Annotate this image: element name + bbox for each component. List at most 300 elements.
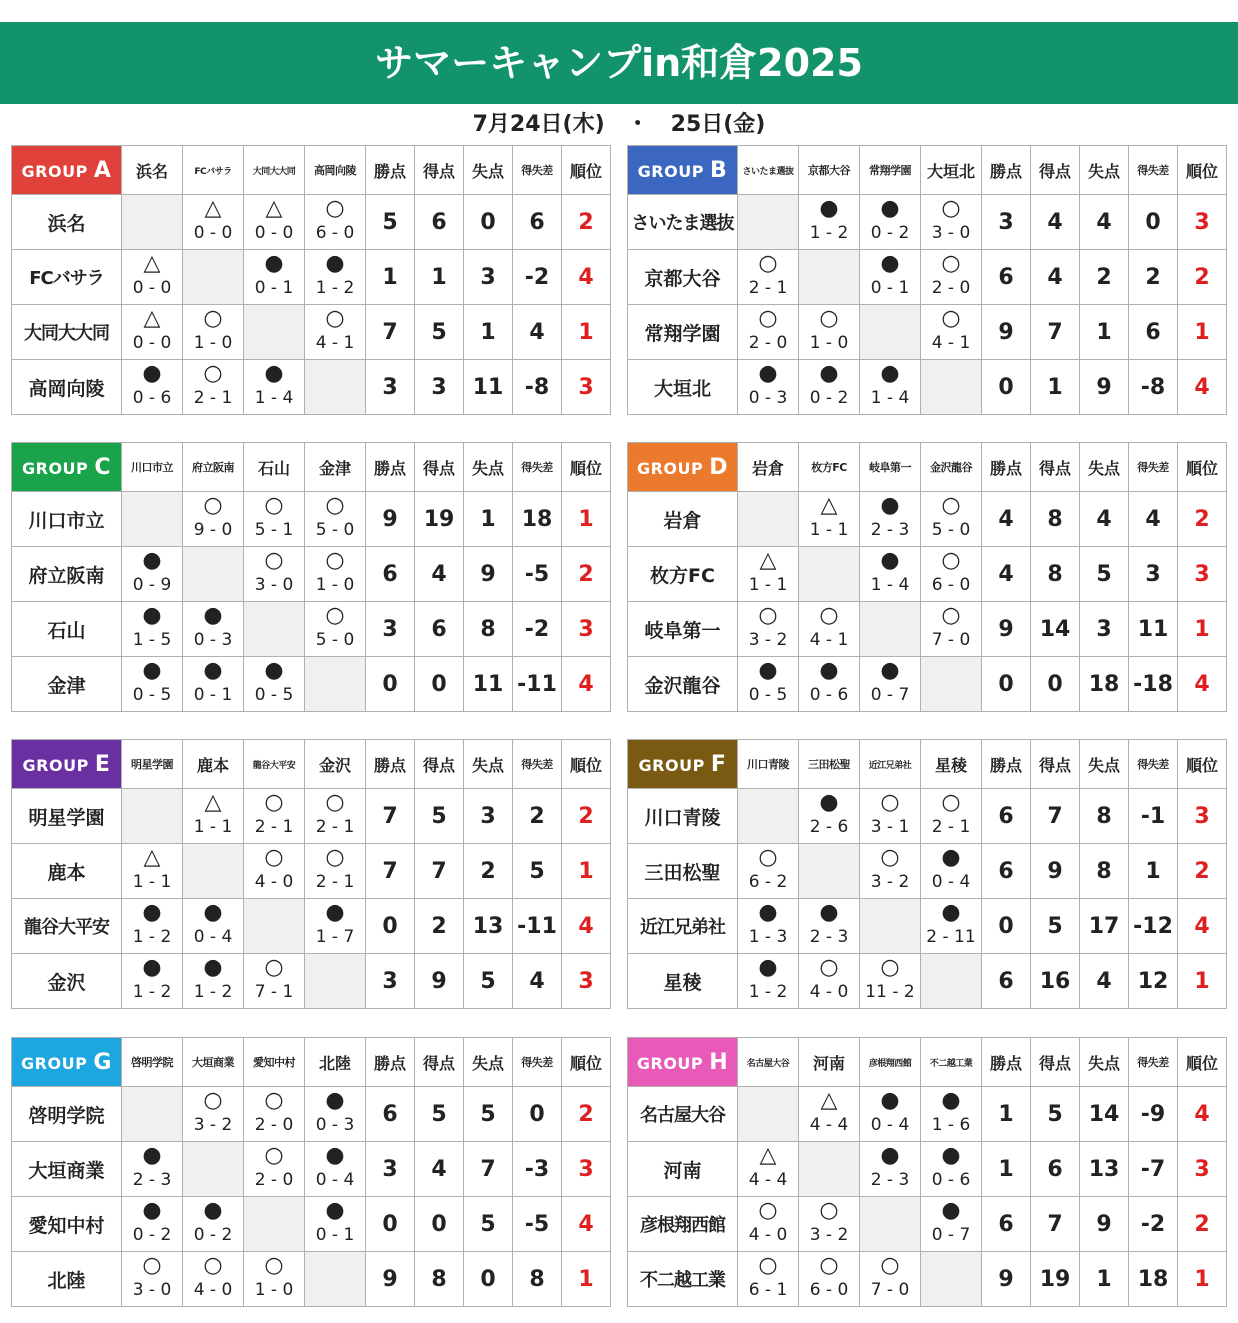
team-name: 河南 <box>628 1142 738 1197</box>
stat-header: 得点 <box>1031 443 1080 492</box>
stat-goal-difference: 4 <box>513 954 562 1009</box>
result-mark-icon: ○ <box>203 1253 223 1278</box>
match-score: 0 - 0 <box>132 333 172 353</box>
match-result-cell <box>244 492 305 547</box>
result-mark-icon: ○ <box>880 955 900 980</box>
match-score: 6 - 2 <box>748 872 788 892</box>
match-score: 1 - 2 <box>809 223 849 243</box>
match-result-cell <box>799 657 860 712</box>
team-name: 金沢 <box>12 954 122 1009</box>
team-name: 鹿本 <box>12 844 122 899</box>
match-result-cell <box>738 360 799 415</box>
match-score: 0 - 4 <box>193 927 233 947</box>
table-row <box>628 844 1227 899</box>
stat-goals-for: 4 <box>1031 250 1080 305</box>
table-row <box>12 954 611 1009</box>
match-result-cell <box>738 844 799 899</box>
match-result-cell <box>860 547 921 602</box>
stat-rank: 1 <box>562 305 611 360</box>
self-match-cell <box>860 305 921 360</box>
match-result-cell <box>860 492 921 547</box>
result-mark-icon: ● <box>941 1198 961 1223</box>
result-mark-icon: △ <box>143 306 161 331</box>
match-result-cell <box>122 360 183 415</box>
match-result-cell <box>799 492 860 547</box>
stat-goal-difference: 18 <box>1129 1252 1178 1307</box>
match-result-cell <box>860 195 921 250</box>
team-name: 岐阜第一 <box>628 602 738 657</box>
match-score: 4 - 0 <box>748 1225 788 1245</box>
stat-goals-for: 7 <box>1031 789 1080 844</box>
self-match-cell <box>244 899 305 954</box>
opponent-header: さいたま選抜 <box>738 146 799 195</box>
table-row <box>12 602 611 657</box>
stat-goals-against: 9 <box>1080 360 1129 415</box>
match-result-cell <box>921 305 982 360</box>
match-result-cell <box>738 1252 799 1307</box>
match-score: 5 - 1 <box>254 520 294 540</box>
group-letter: G <box>93 1049 112 1075</box>
opponent-header: 北陸 <box>305 1038 366 1087</box>
match-score: 0 - 2 <box>193 1225 233 1245</box>
result-mark-icon: ○ <box>758 1253 778 1278</box>
group-letter: A <box>93 157 112 183</box>
stat-rank: 3 <box>1178 195 1227 250</box>
table-row <box>628 1252 1227 1307</box>
stat-goals-for: 5 <box>415 305 464 360</box>
self-match-cell <box>799 250 860 305</box>
team-name: 岩倉 <box>628 492 738 547</box>
stat-goals-against: 1 <box>1080 1252 1129 1307</box>
match-score: 1 - 4 <box>254 388 294 408</box>
result-mark-icon: △ <box>820 1088 838 1113</box>
stat-goal-difference: -5 <box>513 547 562 602</box>
result-mark-icon: ● <box>880 493 900 518</box>
match-score: 5 - 0 <box>315 630 355 650</box>
match-score: 3 - 0 <box>254 575 294 595</box>
stat-rank: 3 <box>562 602 611 657</box>
result-mark-icon: ● <box>264 251 284 276</box>
group-label <box>628 146 738 195</box>
match-score: 1 - 5 <box>132 630 172 650</box>
self-match-cell <box>183 1142 244 1197</box>
stat-header: 勝点 <box>982 146 1031 195</box>
stat-goals-against: 3 <box>464 789 513 844</box>
opponent-header: 府立阪南 <box>183 443 244 492</box>
self-match-cell <box>921 657 982 712</box>
stat-points: 6 <box>982 954 1031 1009</box>
stat-header: 得失差 <box>1129 1038 1178 1087</box>
stat-goals-against: 9 <box>1080 1197 1129 1252</box>
stat-goals-against: 3 <box>1080 602 1129 657</box>
match-score: 0 - 1 <box>193 685 233 705</box>
stat-rank: 4 <box>1178 360 1227 415</box>
stat-header: 得点 <box>415 443 464 492</box>
self-match-cell <box>122 789 183 844</box>
stat-goal-difference: 3 <box>1129 547 1178 602</box>
stat-goals-against: 11 <box>464 657 513 712</box>
opponent-header: FCバサラ <box>183 146 244 195</box>
stat-goals-against: 17 <box>1080 899 1129 954</box>
match-result-cell <box>122 1252 183 1307</box>
group-prefix: GROUP <box>636 1053 704 1073</box>
group-table-h <box>627 1037 1227 1307</box>
stat-points: 7 <box>366 789 415 844</box>
stat-goals-for: 19 <box>415 492 464 547</box>
opponent-header: 明星学園 <box>122 740 183 789</box>
match-result-cell <box>799 305 860 360</box>
result-mark-icon: ● <box>880 251 900 276</box>
stat-points: 3 <box>366 954 415 1009</box>
stat-goal-difference: -12 <box>1129 899 1178 954</box>
stat-header: 失点 <box>464 740 513 789</box>
stat-rank: 1 <box>562 844 611 899</box>
self-match-cell <box>244 602 305 657</box>
stat-goal-difference: 0 <box>513 1087 562 1142</box>
table-row <box>12 844 611 899</box>
stat-rank: 2 <box>1178 844 1227 899</box>
result-mark-icon: ○ <box>325 845 345 870</box>
stat-goals-for: 9 <box>1031 844 1080 899</box>
match-score: 0 - 1 <box>254 278 294 298</box>
stat-goals-against: 8 <box>1080 789 1129 844</box>
result-mark-icon: ● <box>880 548 900 573</box>
result-mark-icon: ● <box>880 361 900 386</box>
group-table-b <box>627 145 1227 415</box>
stat-points: 5 <box>366 195 415 250</box>
opponent-header: 常翔学園 <box>860 146 921 195</box>
result-mark-icon: ● <box>880 196 900 221</box>
match-result-cell <box>921 899 982 954</box>
match-score: 0 - 0 <box>132 278 172 298</box>
match-result-cell <box>799 602 860 657</box>
stat-rank: 1 <box>1178 954 1227 1009</box>
result-mark-icon: ○ <box>880 845 900 870</box>
stat-points: 6 <box>982 844 1031 899</box>
stat-goal-difference: -8 <box>1129 360 1178 415</box>
team-name: 彦根翔西館 <box>628 1197 738 1252</box>
result-mark-icon: △ <box>265 196 283 221</box>
opponent-header: 大垣北 <box>921 146 982 195</box>
match-score: 1 - 4 <box>870 575 910 595</box>
table-row <box>628 1087 1227 1142</box>
table-row <box>628 602 1227 657</box>
group-prefix: GROUP <box>21 161 88 181</box>
stat-header: 得点 <box>415 1038 464 1087</box>
match-result-cell <box>921 492 982 547</box>
stat-points: 3 <box>366 602 415 657</box>
stat-rank: 1 <box>562 492 611 547</box>
match-result-cell <box>921 844 982 899</box>
match-result-cell <box>244 954 305 1009</box>
table-row <box>628 305 1227 360</box>
match-score: 1 - 2 <box>315 278 355 298</box>
match-score: 4 - 4 <box>809 1115 849 1135</box>
stat-goal-difference: -2 <box>1129 1197 1178 1252</box>
stat-goals-for: 2 <box>415 899 464 954</box>
match-result-cell <box>122 602 183 657</box>
match-result-cell <box>860 1252 921 1307</box>
team-name: 枚方FC <box>628 547 738 602</box>
match-result-cell <box>921 250 982 305</box>
stat-goal-difference: 5 <box>513 844 562 899</box>
group-prefix: GROUP <box>21 1053 88 1073</box>
match-score: 4 - 1 <box>315 333 355 353</box>
stat-goals-for: 6 <box>1031 1142 1080 1197</box>
result-mark-icon: ● <box>203 658 223 683</box>
stat-header: 順位 <box>562 443 611 492</box>
result-mark-icon: △ <box>204 790 222 815</box>
stat-rank: 4 <box>1178 899 1227 954</box>
stat-goal-difference: 4 <box>513 305 562 360</box>
stat-points: 1 <box>982 1087 1031 1142</box>
stat-header: 得失差 <box>513 146 562 195</box>
group-table-e <box>11 739 611 1009</box>
result-mark-icon: ○ <box>819 1198 839 1223</box>
result-mark-icon: ● <box>819 790 839 815</box>
group-prefix: GROUP <box>22 755 89 775</box>
stat-rank: 2 <box>562 1087 611 1142</box>
opponent-header: 京都大谷 <box>799 146 860 195</box>
result-mark-icon: ○ <box>941 790 961 815</box>
match-score: 1 - 4 <box>870 388 910 408</box>
stat-header: 勝点 <box>982 740 1031 789</box>
team-name: 大同大大同 <box>12 305 122 360</box>
stat-header: 順位 <box>562 1038 611 1087</box>
result-mark-icon: ● <box>203 955 223 980</box>
stat-goal-difference: 0 <box>1129 195 1178 250</box>
opponent-header: 川口市立 <box>122 443 183 492</box>
self-match-cell <box>860 1197 921 1252</box>
match-result-cell <box>860 844 921 899</box>
match-result-cell <box>921 789 982 844</box>
result-mark-icon: △ <box>759 548 777 573</box>
stat-header: 得点 <box>415 740 464 789</box>
match-score: 2 - 3 <box>870 1170 910 1190</box>
stat-goal-difference: 18 <box>513 492 562 547</box>
stat-header: 勝点 <box>366 740 415 789</box>
self-match-cell <box>921 954 982 1009</box>
stat-rank: 1 <box>1178 305 1227 360</box>
stat-header: 失点 <box>1080 1038 1129 1087</box>
match-score: 0 - 6 <box>809 685 849 705</box>
result-mark-icon: ○ <box>325 306 345 331</box>
stat-goal-difference: 2 <box>1129 250 1178 305</box>
result-mark-icon: ● <box>325 1143 345 1168</box>
stat-rank: 4 <box>562 899 611 954</box>
stat-goal-difference: 1 <box>1129 844 1178 899</box>
match-score: 6 - 0 <box>931 575 971 595</box>
stat-header: 勝点 <box>366 146 415 195</box>
stat-goals-for: 1 <box>415 250 464 305</box>
stat-goals-against: 11 <box>464 360 513 415</box>
team-name: 金沢龍谷 <box>628 657 738 712</box>
match-result-cell <box>799 360 860 415</box>
stat-goal-difference: 11 <box>1129 602 1178 657</box>
stat-points: 0 <box>366 657 415 712</box>
match-score: 0 - 6 <box>931 1170 971 1190</box>
group-label <box>12 740 122 789</box>
result-mark-icon: ● <box>142 361 162 386</box>
stat-goals-for: 5 <box>415 1087 464 1142</box>
stat-points: 4 <box>982 492 1031 547</box>
stat-header: 得点 <box>415 146 464 195</box>
table-row <box>628 899 1227 954</box>
opponent-header: 高岡向陵 <box>305 146 366 195</box>
match-result-cell <box>305 602 366 657</box>
match-score: 1 - 2 <box>132 982 172 1002</box>
result-mark-icon: ○ <box>941 493 961 518</box>
stat-goals-against: 7 <box>464 1142 513 1197</box>
team-name: 啓明学院 <box>12 1087 122 1142</box>
match-result-cell <box>122 954 183 1009</box>
team-name: 高岡向陵 <box>12 360 122 415</box>
stat-points: 0 <box>982 657 1031 712</box>
opponent-header: 三田松聖 <box>799 740 860 789</box>
stat-points: 9 <box>982 305 1031 360</box>
match-result-cell <box>183 1252 244 1307</box>
result-mark-icon: ● <box>325 1088 345 1113</box>
stat-goal-difference: 2 <box>513 789 562 844</box>
stat-goals-for: 4 <box>415 547 464 602</box>
table-row <box>12 789 611 844</box>
group-table-d <box>627 442 1227 712</box>
stat-header: 失点 <box>464 1038 513 1087</box>
match-result-cell <box>305 1197 366 1252</box>
match-score: 2 - 3 <box>132 1170 172 1190</box>
stat-points: 6 <box>982 789 1031 844</box>
stat-rank: 2 <box>562 547 611 602</box>
match-score: 0 - 4 <box>931 872 971 892</box>
table-row <box>12 195 611 250</box>
group-header-row <box>12 146 611 195</box>
match-result-cell <box>244 250 305 305</box>
result-mark-icon: ● <box>264 658 284 683</box>
match-score: 0 - 2 <box>132 1225 172 1245</box>
stat-points: 9 <box>366 1252 415 1307</box>
match-score: 4 - 1 <box>809 630 849 650</box>
stat-goals-against: 1 <box>464 305 513 360</box>
self-match-cell <box>860 602 921 657</box>
stat-goal-difference: -2 <box>513 602 562 657</box>
stat-header: 失点 <box>1080 146 1129 195</box>
stat-goals-for: 6 <box>415 195 464 250</box>
team-name: さいたま選抜 <box>628 195 738 250</box>
match-result-cell <box>244 547 305 602</box>
match-score: 0 - 6 <box>132 388 172 408</box>
result-mark-icon: ● <box>941 845 961 870</box>
result-mark-icon: ● <box>142 1143 162 1168</box>
result-mark-icon: ○ <box>325 603 345 628</box>
match-result-cell <box>305 547 366 602</box>
result-mark-icon: ○ <box>758 1198 778 1223</box>
event-dates: 7月24日(木) ・ 25日(金) <box>472 112 766 137</box>
opponent-header: 河南 <box>799 1038 860 1087</box>
match-result-cell <box>244 360 305 415</box>
match-score: 1 - 1 <box>748 575 788 595</box>
stat-points: 9 <box>982 602 1031 657</box>
result-mark-icon: ● <box>941 1143 961 1168</box>
match-score: 2 - 0 <box>254 1115 294 1135</box>
stat-rank: 2 <box>562 789 611 844</box>
match-result-cell <box>122 1197 183 1252</box>
match-score: 0 - 3 <box>315 1115 355 1135</box>
result-mark-icon: ● <box>203 900 223 925</box>
result-mark-icon: ○ <box>203 1088 223 1113</box>
result-mark-icon: ○ <box>325 548 345 573</box>
result-mark-icon: ● <box>941 1088 961 1113</box>
stat-goals-against: 4 <box>1080 492 1129 547</box>
match-score: 0 - 5 <box>132 685 172 705</box>
table-row <box>12 1087 611 1142</box>
stat-points: 9 <box>366 492 415 547</box>
match-result-cell <box>738 602 799 657</box>
match-score: 9 - 0 <box>193 520 233 540</box>
match-result-cell <box>183 789 244 844</box>
stat-goals-against: 4 <box>1080 954 1129 1009</box>
match-result-cell <box>244 657 305 712</box>
team-name: 京都大谷 <box>628 250 738 305</box>
match-score: 1 - 0 <box>809 333 849 353</box>
match-result-cell <box>183 657 244 712</box>
self-match-cell <box>799 1142 860 1197</box>
self-match-cell <box>738 492 799 547</box>
match-score: 0 - 9 <box>132 575 172 595</box>
self-match-cell <box>183 250 244 305</box>
result-mark-icon: ○ <box>203 306 223 331</box>
self-match-cell <box>799 547 860 602</box>
match-score: 1 - 2 <box>132 927 172 947</box>
match-score: 6 - 0 <box>809 1280 849 1300</box>
stat-goals-for: 7 <box>1031 1197 1080 1252</box>
match-score: 5 - 0 <box>931 520 971 540</box>
result-mark-icon: ● <box>325 251 345 276</box>
stat-goal-difference: -5 <box>513 1197 562 1252</box>
stat-points: 9 <box>982 1252 1031 1307</box>
team-name: 府立阪南 <box>12 547 122 602</box>
self-match-cell <box>122 195 183 250</box>
match-score: 4 - 0 <box>809 982 849 1002</box>
stat-header: 失点 <box>1080 443 1129 492</box>
match-result-cell <box>244 1087 305 1142</box>
self-match-cell <box>244 305 305 360</box>
match-score: 7 - 1 <box>254 982 294 1002</box>
stat-points: 1 <box>982 1142 1031 1197</box>
stat-header: 勝点 <box>982 1038 1031 1087</box>
stat-goals-against: 4 <box>1080 195 1129 250</box>
stat-header: 失点 <box>464 443 513 492</box>
opponent-header: 大同大大同 <box>244 146 305 195</box>
result-mark-icon: ○ <box>264 1253 284 1278</box>
match-score: 0 - 3 <box>193 630 233 650</box>
match-result-cell <box>860 250 921 305</box>
stat-goal-difference: 8 <box>513 1252 562 1307</box>
stat-rank: 3 <box>562 360 611 415</box>
self-match-cell <box>305 1252 366 1307</box>
match-result-cell <box>122 250 183 305</box>
result-mark-icon: ● <box>203 603 223 628</box>
table-row <box>12 547 611 602</box>
stat-goals-for: 6 <box>415 602 464 657</box>
match-result-cell <box>305 844 366 899</box>
match-score: 2 - 0 <box>254 1170 294 1190</box>
stat-rank: 2 <box>1178 1197 1227 1252</box>
team-name: 金津 <box>12 657 122 712</box>
stat-goals-for: 5 <box>415 789 464 844</box>
stat-points: 3 <box>366 360 415 415</box>
stat-goals-against: 5 <box>464 1087 513 1142</box>
group-table-c <box>11 442 611 712</box>
